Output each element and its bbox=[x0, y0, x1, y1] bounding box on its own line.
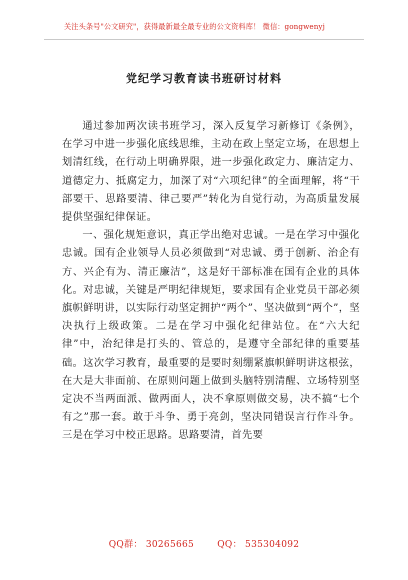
header-banner: 关注头条号"公文研究"，获得最新最全最专业的公文资料库！ 微信：gongwenyj bbox=[64, 22, 325, 31]
header-divider bbox=[44, 39, 364, 40]
footer-contact bbox=[0, 537, 408, 550]
document-title: 党纪学习教育读书班研讨材料 bbox=[126, 72, 282, 85]
paragraph-2: 一、强化规矩意识，真正学出绝对忠诚。一是在学习中强化忠诚。国有企业领导人员必须做到“对忠诚、勇于创新、治企有方、兴企有为、清正廉洁”，这是好干部标准在国有企业的具体化。对忠诚，关键是严明纪律规矩，要求国有企业党员干部必须旗帜鲜明讲，以实际行动坚定拥护“两个”、坚决做到“两个”，坚决执行上级政策。二是在学习中强化纪律站位。在“六大纪律”中，治纪律是打头的、管总的，是遵守全部纪律的重要基础。这次学习教育，最重要的是要时刻绷紧旗帜鲜明讲这根弦，在大是大非面前、在原则问题上做到头脑特别清醒、立场特别坚定决不当两面派、做两面人，决不拿原则做交易，决不搞“七个有之”那一套。敢于斗争、勇于亮剑，坚决同错误言行作斗争。三是在学习中校正思路。思路要清，首先要 bbox=[62, 230, 360, 442]
qq-group-number: QQ群： 30265665 bbox=[108, 540, 195, 550]
paragraph-1: 通过参加两次读书班学习，深入反复学习新修订《条例》，在学习中进一步强化底线思维，主动在政上坚定立场，在思想上划清红线，在行动上明确界限，进一步强化政定力、廉洁定力、道德定力、抵腐定力，加深了对“六项纪律”的全面理解，将“干部要干、思路要清、律己要严”转化为自觉行动，为高质量发展提供坚强纪律保证。 bbox=[62, 121, 360, 224]
document-body bbox=[62, 118, 360, 446]
qq-number: QQ： 535304092 bbox=[217, 540, 300, 550]
